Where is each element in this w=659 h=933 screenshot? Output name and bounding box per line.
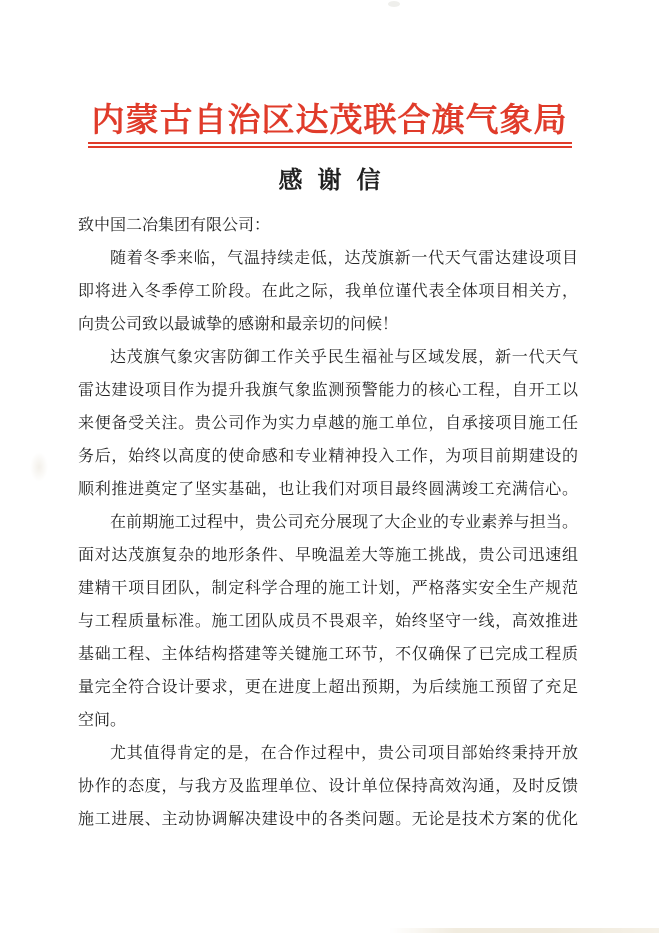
letter-body [78,209,578,836]
paragraph [78,341,578,506]
body-line: 达茂旗气象灾害防御工作关乎民生福祉与区域发展，新一代天气 [110,349,578,367]
salutation: 致中国二冶集团有限公司： [78,217,271,235]
body-line: 量完全符合设计要求，更在进度上超出预期，为后续施工预留了充足 [78,679,578,697]
body-line: 尤其值得肯定的是，在合作过程中，贵公司项目部始终秉持开放 [110,745,578,763]
paragraph [78,506,578,737]
body-line: 协作的态度，与我方及监理单位、设计单位保持高效沟通，及时反馈 [78,778,578,796]
body-line: 建精干项目团队，制定科学合理的施工计划，严格落实安全生产规范 [78,580,578,598]
paragraph [78,737,578,836]
body-line: 即将进入冬季停工阶段。在此之际，我单位谨代表全体项目相关方， [78,283,578,301]
letter-title: 感谢信 [278,168,396,195]
body-line: 向贵公司致以最诚挚的感谢和最亲切的问候！ [78,316,399,334]
body-line: 基础工程、主体结构搭建等关键施工环节，不仅确保了已完成工程质 [78,646,578,664]
body-line: 顺利推进奠定了坚实基础，也让我们对项目最终圆满竣工充满信心。 [78,481,578,499]
paragraphs [78,242,578,836]
letterhead [0,0,659,148]
body-line: 在前期施工过程中，贵公司充分展现了大企业的专业素养与担当。 [110,514,578,532]
body-line: 务后，始终以高度的使命感和专业精神投入工作，为项目前期建设的 [78,448,578,466]
paragraph [78,242,578,341]
scan-smudge-top [388,1,400,7]
body-line: 施工进展、主动协调解决建设中的各类问题。无论是技术方案的优化 [78,811,578,829]
body-line: 空间。 [78,712,127,730]
body-line: 面对达茂旗复杂的地形条件、早晚温差大等施工挑战，贵公司迅速组 [78,547,578,565]
body-line: 随着冬季来临，气温持续走低，达茂旗新一代天气雷达建设项目 [110,250,578,268]
body-line: 雷达建设项目作为提升我旗气象监测预警能力的核心工程，自开工以 [78,382,578,400]
letterhead-title: 内蒙古自治区达茂联合旗气象局 [88,103,572,148]
body-line: 与工程质量标准。施工团队成员不畏艰辛，始终坚守一线，高效推进 [78,613,578,631]
body-line: 来便备受关注。贵公司作为实力卓越的施工单位，自承接项目施工任 [78,415,578,433]
scan-smudge-left [30,452,48,482]
scan-streak-bottom [389,928,659,933]
